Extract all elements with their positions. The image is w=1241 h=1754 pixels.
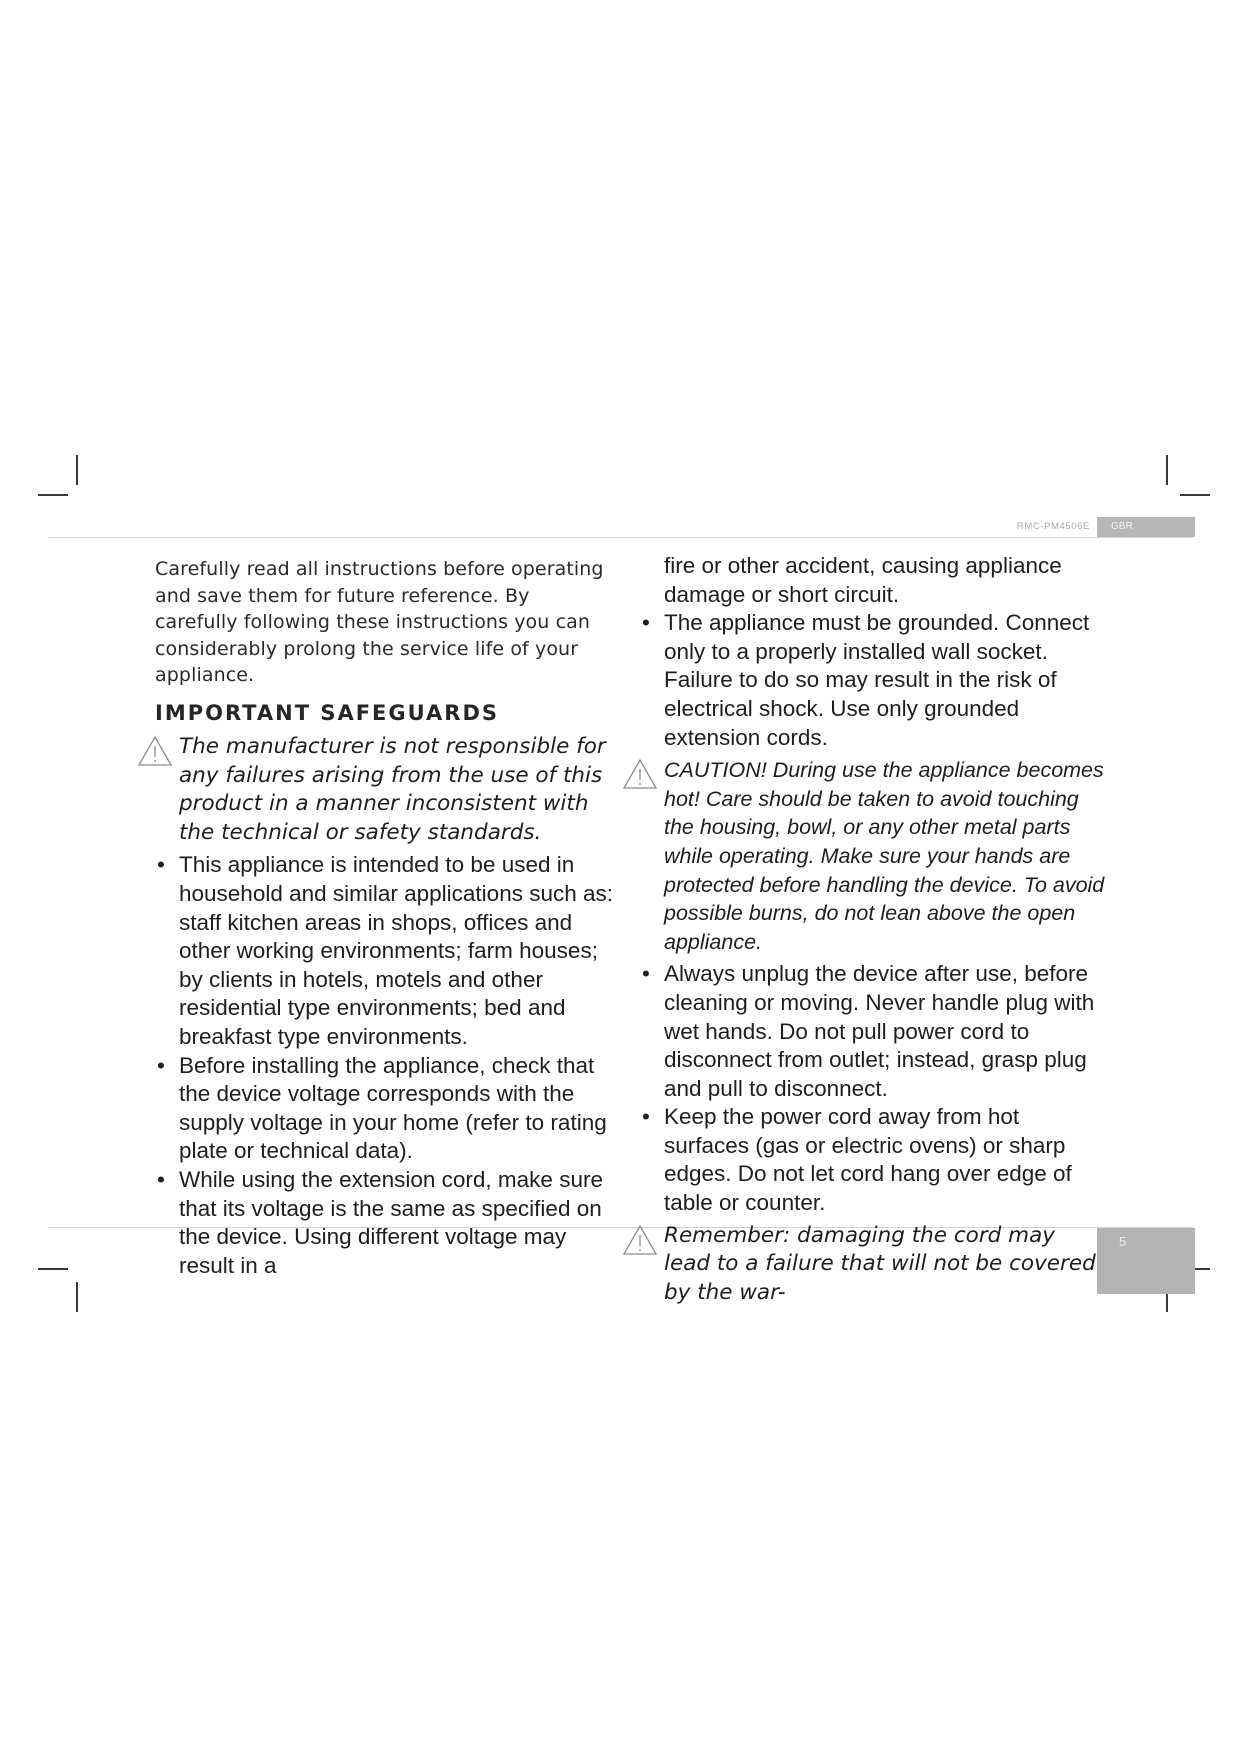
list-item-text: While using the extension cord, make sure that its voltage is the same as specified on the device. Using different voltage may result in a	[179, 1167, 603, 1278]
right-column	[640, 552, 1105, 1311]
caution-text: CAUTION! During use the appliance becomes hot! Care should be taken to avoid touching the housing, bowl, or any other metal parts while operating. Make sure your hands are protected before handling the device. To avoid possible burns, do not lean above the open appliance.	[664, 758, 1105, 954]
crop-mark	[1180, 494, 1210, 496]
bullet-icon: •	[157, 1052, 165, 1078]
list-item	[640, 1103, 1105, 1217]
bullet-icon: •	[157, 1167, 165, 1192]
crop-mark	[1166, 455, 1168, 485]
manufacturer-warning	[155, 733, 617, 847]
section-heading: IMPORTANT SAFEGUARDS	[155, 700, 500, 725]
language-tab: GBR	[1097, 517, 1195, 537]
cord-warning	[640, 1222, 1105, 1308]
model-number: RMC-PM4506E	[1016, 521, 1090, 532]
crop-mark	[76, 455, 78, 485]
crop-mark	[76, 1282, 78, 1312]
list-item	[155, 1166, 617, 1280]
page-number: 5	[1097, 1228, 1195, 1294]
warning-triangle-icon	[622, 1224, 658, 1256]
list-item-text: Keep the power cord away from hot surfaces (gas or electric ovens) or sharp edges. Do not let cord hang over edge of table or counter.	[664, 1104, 1072, 1216]
list-item	[640, 960, 1105, 1103]
list-item	[155, 851, 617, 1051]
intro-paragraph: Carefully read all instructions before operating and save them for future reference. By carefully following these instructions you can considerably prolong the service life of your appliance.	[155, 558, 604, 686]
bullet-icon: •	[642, 1104, 650, 1130]
list-item-text: This appliance is intended to be used in household and similar applications such as: staff kitchen areas in shops, offices and other working environments; farm houses; by clients in hotels, motels and other residential type environments; bed and breakfast type environments.	[179, 852, 614, 1050]
list-item-text: Always unplug the device after use, before cleaning or moving. Never handle plug with wet hands. Do not pull power cord to disconnect from outlet; instead, grasp plug and pull to disconnect.	[664, 961, 1095, 1101]
list-item	[155, 1052, 617, 1166]
caution-warning	[640, 756, 1105, 956]
continued-text: fire or other accident, causing appliance damage or short circuit.	[664, 553, 1062, 607]
list-item-text: Before installing the appliance, check that the device voltage corresponds with the supply voltage in your home (refer to rating plate or technical data).	[179, 1052, 607, 1164]
bullet-icon: •	[157, 852, 165, 878]
bullet-icon: •	[642, 610, 650, 636]
remember-text: Remember: damaging the cord may lead to a failure that will not be covered by the war-	[664, 1222, 1096, 1305]
crop-mark	[38, 494, 68, 496]
list-item-text: The appliance must be grounded. Connect only to a properly installed wall socket. Failure to do so may result in the risk of electrical shock. Use only grounded extension cords.	[664, 610, 1090, 750]
left-column	[155, 556, 617, 1280]
bullet-icon: •	[642, 961, 650, 987]
warning-triangle-icon	[622, 758, 658, 790]
warning-triangle-icon	[137, 735, 173, 767]
list-item	[640, 609, 1105, 752]
warning-text: The manufacturer is not responsible for any failures arising from the use of this product in a manner inconsistent with the technical or safety standards.	[179, 734, 606, 845]
header-rule	[48, 537, 1193, 538]
crop-mark	[38, 1268, 68, 1270]
